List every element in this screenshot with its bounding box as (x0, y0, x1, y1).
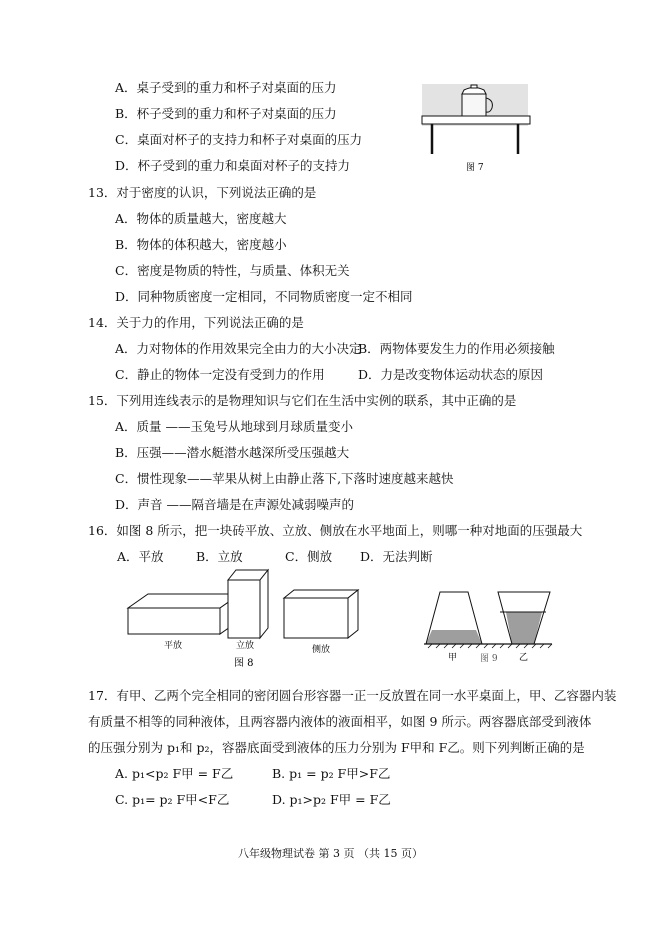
q12-option-c: C．桌面对杯子的支持力和杯子对桌面的压力 (115, 132, 363, 147)
brick-flat (128, 594, 240, 634)
q17-option-a: A. p₁<p₂ F甲 = F乙 (115, 766, 234, 781)
q12-option-b: B．杯子受到的重力和杯子对桌面的压力 (115, 106, 337, 121)
q14-stem: 14．关于力的作用，下列说法正确的是 (88, 315, 304, 330)
figure-7-cup-on-table (420, 78, 532, 178)
label-flat: 平放 (164, 641, 183, 651)
q12-option-a: A．桌子受到的重力和杯子对桌面的压力 (115, 80, 337, 95)
q13-option-d: D．同种物质密度一定相同，不同物质密度一定不相同 (115, 289, 413, 304)
label-upright: 立放 (236, 641, 255, 651)
q14-option-c: C．静止的物体一定没有受到力的作用 (115, 367, 325, 382)
q16-option-a: A．平放 (117, 549, 164, 564)
q17-option-d: D. p₁>p₂ F甲 = F乙 (272, 792, 391, 807)
label-yi: 乙 (519, 653, 529, 663)
q17-stem-line2: 有质量不相等的同种液体，且两容器内液体的液面相平，如图 9 所示。两容器底部受到液体 (88, 714, 592, 729)
figure-9-label: 图 9 (480, 654, 498, 664)
figure-7-label: 图 7 (466, 163, 484, 173)
q14-option-b: B．两物体要发生力的作用必须接触 (358, 341, 555, 356)
q16-option-d: D．无法判断 (360, 549, 433, 564)
q13-option-c: C．密度是物质的特性，与质量、体积无关 (115, 263, 350, 278)
q15-option-c: C．惯性现象——苹果从树上由静止落下,下落时速度越来越快 (115, 471, 454, 486)
q15-stem: 15．下列用连线表示的是物理知识与它们在生活中实例的联系，其中正确的是 (88, 393, 517, 408)
q15-option-a: A．质量 ——玉兔号从地球到月球质量变小 (115, 419, 354, 434)
figure-9-containers (422, 582, 554, 664)
figure-8-bricks (120, 560, 380, 672)
q15-option-d: D．声音 ——隔音墙是在声源处减弱噪声的 (115, 497, 354, 512)
page-footer: 八年级物理试卷 第 3 页 （共 15 页） (238, 847, 423, 860)
q15-option-b: B．压强——潜水艇潜水越深所受压强越大 (115, 445, 350, 460)
label-side: 侧放 (312, 645, 331, 655)
q16-option-c: C．侧放 (285, 549, 333, 564)
brick-upright (228, 570, 268, 638)
figure-8-label: 图 8 (234, 658, 254, 669)
q14-option-a: A．力对物体的作用效果完全由力的大小决定 (115, 341, 362, 356)
q13-option-b: B．物体的体积越大，密度越小 (115, 237, 287, 252)
q13-option-a: A．物体的质量越大，密度越大 (115, 211, 287, 226)
label-jia: 甲 (448, 653, 458, 663)
q17-option-b: B. p₁ = p₂ F甲>F乙 (272, 766, 391, 781)
q12-option-d: D．杯子受到的重力和桌面对杯子的支持力 (115, 158, 351, 173)
q13-stem: 13．对于密度的认识，下列说法正确的是 (88, 185, 317, 200)
q16-option-b: B．立放 (196, 549, 243, 564)
q17-stem-line1: 17．有甲、乙两个完全相同的密闭圆台形容器一正一反放置在同一水平桌面上，甲、乙容器内装 (88, 688, 617, 703)
q14-option-d: D．力是改变物体运动状态的原因 (358, 367, 544, 382)
q16-stem: 16．如图 8 所示，把一块砖平放、立放、侧放在水平地面上，则哪一种对地面的压强最大 (88, 523, 583, 538)
q17-option-c: C. p₁= p₂ F甲<F乙 (115, 792, 230, 807)
q17-stem-line3: 的压强分别为 p₁和 p₂，容器底面受到液体的压力分别为 F甲和 F乙。则下列判断正确的是 (88, 740, 585, 755)
brick-side (284, 590, 358, 638)
